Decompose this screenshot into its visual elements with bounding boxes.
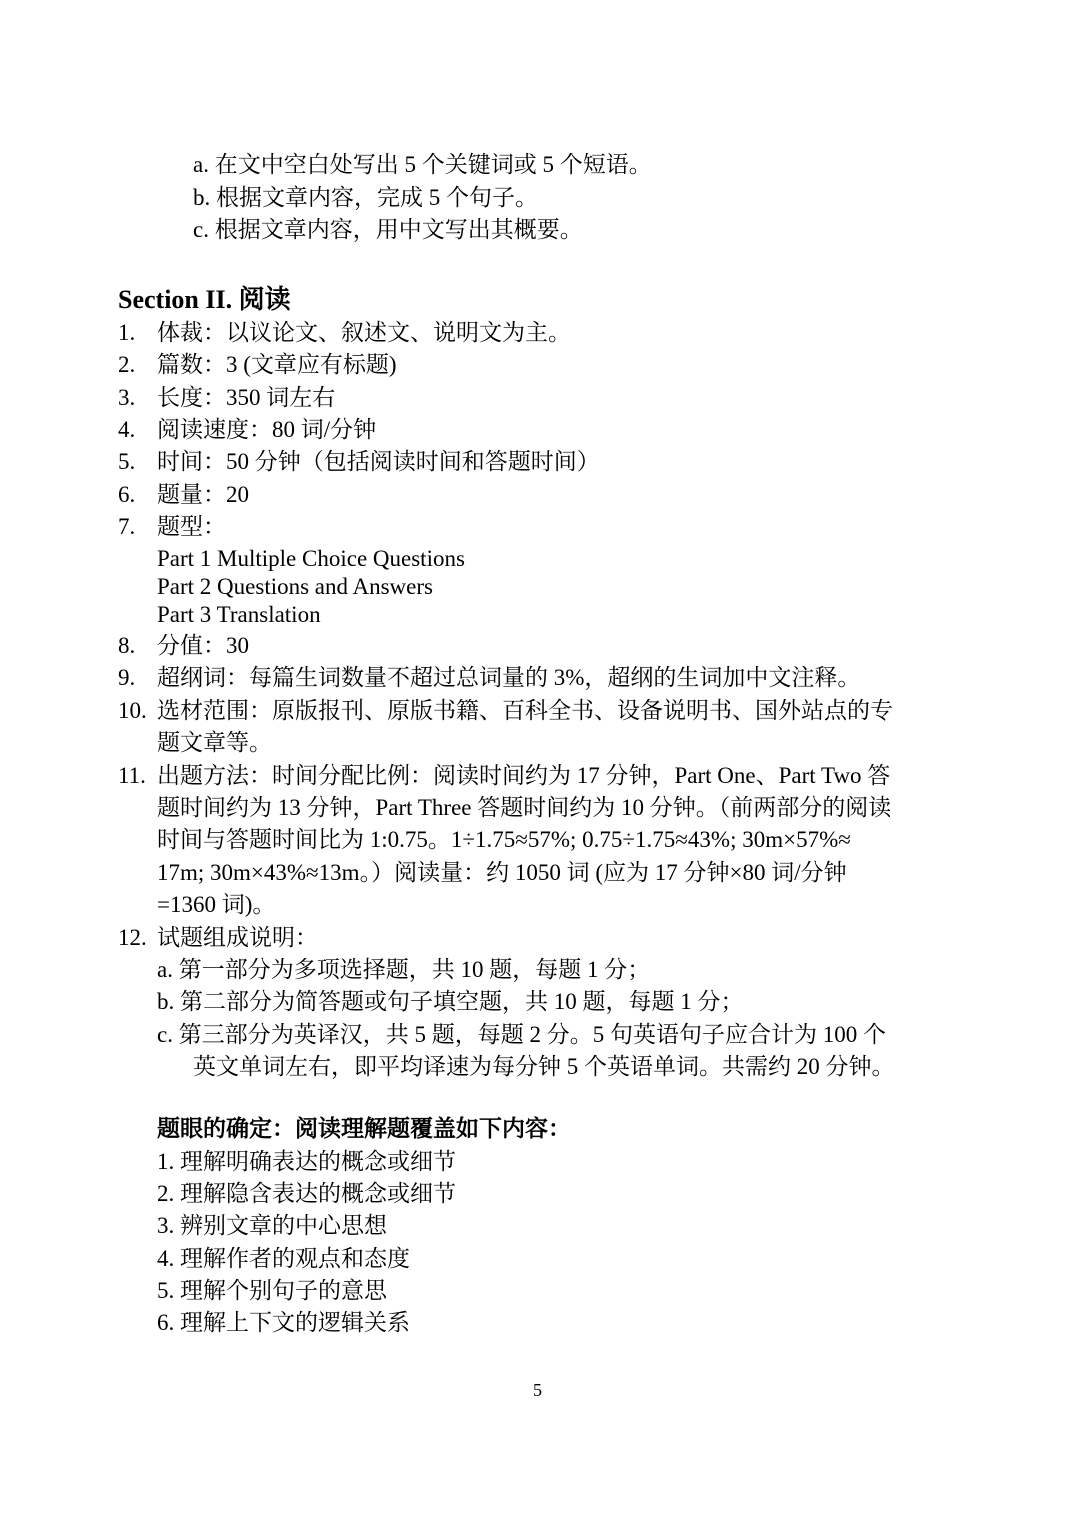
intro-item-b: b. 根据文章内容，完成 5 个句子。 — [193, 185, 538, 210]
list-item-11-cont-3: 17m; 30m×43%≈13m。）阅读量：约 1050 词 (应为 17 分钟×80 词/分钟 — [157, 860, 847, 885]
list-item-2: 2. 篇数：3 (文章应有标题) — [118, 352, 397, 377]
list-item-11-cont-1: 题时间约为 13 分钟，Part Three 答题时间约为 10 分钟。（前两部分的阅读 — [157, 795, 892, 820]
focus-item-1: 1. 理解明确表达的概念或细节 — [157, 1149, 456, 1174]
list-item-12-b: b. 第二部分为简答题或句子填空题，共 10 题，每题 1 分； — [157, 989, 744, 1014]
list-item-11: 11. 出题方法：时间分配比例：阅读时间约为 17 分钟，Part One、Part Two 答 — [118, 763, 891, 788]
list-item-12: 12. 试题组成说明： — [118, 925, 318, 950]
section-title: Section II. 阅读 — [118, 285, 291, 314]
intro-item-c: c. 根据文章内容，用中文写出其概要。 — [193, 217, 583, 242]
list-item-11-cont-4: =1360 词)。 — [157, 892, 276, 917]
list-item-10: 10. 选材范围：原版报刊、原版书籍、百科全书、设备说明书、国外站点的专 — [118, 698, 893, 723]
focus-item-5: 5. 理解个别句子的意思 — [157, 1278, 387, 1303]
list-item-8: 8. 分值：30 — [118, 633, 249, 658]
list-item-12-c: c. 第三部分为英译汉，共 5 题，每题 2 分。5 句英语句子应合计为 100 个 — [157, 1022, 886, 1047]
focus-item-4: 4. 理解作者的观点和态度 — [157, 1246, 410, 1271]
list-item-10-cont: 题文章等。 — [157, 730, 272, 755]
list-item-12-c-cont: 英文单词左右，即平均译速为每分钟 5 个英语单词。共需约 20 分钟。 — [193, 1054, 895, 1079]
focus-item-6: 6. 理解上下文的逻辑关系 — [157, 1310, 410, 1335]
list-item-11-cont-2: 时间与答题时间比为 1:0.75。1÷1.75≈57%; 0.75÷1.75≈43%; 30m×57%≈ — [157, 827, 851, 852]
intro-item-a: a. 在文中空白处写出 5 个关键词或 5 个短语。 — [193, 152, 652, 177]
focus-item-2: 2. 理解隐含表达的概念或细节 — [157, 1181, 456, 1206]
list-item-1: 1. 体裁：以议论文、叙述文、说明文为主。 — [118, 320, 571, 345]
list-item-3: 3. 长度：350 词左右 — [118, 385, 336, 410]
part-2-label: Part 2 Questions and Answers — [157, 574, 433, 599]
list-item-5: 5. 时间：50 分钟（包括阅读时间和答题时间） — [118, 449, 600, 474]
part-1-label: Part 1 Multiple Choice Questions — [157, 546, 465, 571]
list-item-12-a: a. 第一部分为多项选择题，共 10 题，每题 1 分； — [157, 957, 651, 982]
focus-item-3: 3. 辨别文章的中心思想 — [157, 1213, 387, 1238]
list-item-4: 4. 阅读速度：80 词/分钟 — [118, 417, 377, 442]
list-item-7: 7. 题型： — [118, 514, 226, 539]
focus-title: 题眼的确定：阅读理解题覆盖如下内容： — [157, 1116, 571, 1141]
list-item-9: 9. 超纲词：每篇生词数量不超过总词量的 3%，超纲的生词加中文注释。 — [118, 665, 861, 690]
part-3-label: Part 3 Translation — [157, 602, 321, 627]
page-number: 5 — [533, 1380, 542, 1400]
list-item-6: 6. 题量：20 — [118, 482, 249, 507]
